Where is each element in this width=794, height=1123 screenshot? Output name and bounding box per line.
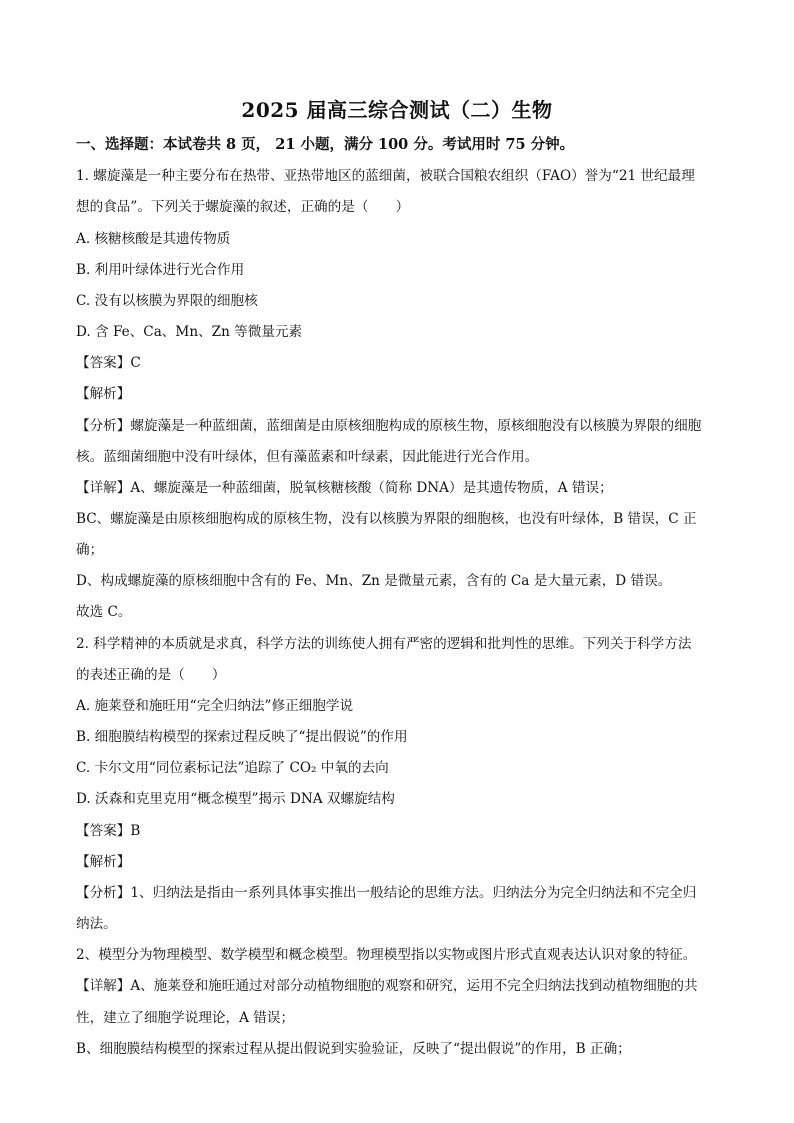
question-1-stem-line-2: 想的食品”。下列关于螺旋藻的叙述，正确的是（ ） <box>76 199 410 215</box>
question-1-detail-line-2: BC、螺旋藻是由原核细胞构成的原核生物，没有以核膜为界限的细胞核，也没有叶绿体，B 错误，C 正 <box>76 511 697 527</box>
question-2-stem-line-1: 2. 科学精神的本质就是求真，科学方法的训练使人拥有严密的逻辑和批判性的思维。下列关于科学方法 <box>76 636 692 652</box>
question-1-analysis-label: 【解析】 <box>76 386 131 402</box>
question-2-analysis-label: 【解析】 <box>76 854 131 870</box>
question-2-option-a: A. 施莱登和施旺用“完全归纳法”修正细胞学说 <box>76 698 354 714</box>
question-2-analysis-line-3: 2、模型分为物理模型、数学模型和概念模型。物理模型指以实物或图片形式直观表达认识对象的特征。 <box>76 947 697 963</box>
question-1-answer: 【答案】C <box>76 355 141 371</box>
question-2-detail-line-1: 【详解】A、施莱登和施旺通过对部分动植物细胞的观察和研究，运用不完全归纳法找到动植物细胞的共 <box>76 978 698 994</box>
question-2-analysis-line-1: 【分析】1、归纳法是指由一系列具体事实推出一般结论的思维方法。归纳法分为完全归纳法和不完全归 <box>76 885 697 901</box>
page-title: 2025 届高三综合测试（二）生物 <box>241 98 553 122</box>
question-1-detail-line-3: 确； <box>76 542 104 558</box>
question-1-detail-line-1: 【详解】A、螺旋藻是一种蓝细菌，脱氧核糖核酸（简称 DNA）是其遗传物质，A 错误； <box>76 480 613 496</box>
section-header: 一、选择题：本试卷共 8 页， 21 小题，满分 100 分。考试用时 75 分钟。 <box>76 136 575 153</box>
question-2-detail-line-2: 性，建立了细胞学说理论，A 错误； <box>76 1010 295 1026</box>
question-1-analysis-line-2: 核。蓝细菌细胞中没有叶绿体，但有藻蓝素和叶绿素，因此能进行光合作用。 <box>76 449 539 465</box>
question-2-stem-line-2: 的表述正确的是（ ） <box>76 667 226 683</box>
question-2-option-c: C. 卡尔文用“同位素标记法”追踪了 CO₂ 中氧的去向 <box>76 760 389 776</box>
question-2-analysis-line-2: 纳法。 <box>76 916 117 932</box>
question-1-detail-line-4: D、构成螺旋藻的原核细胞中含有的 Fe、Mn、Zn 是微量元素，含有的 Ca 是大量元素，D 错误。 <box>76 573 672 589</box>
question-2-detail-line-3: B、细胞膜结构模型的探索过程从提出假说到实验验证，反映了“提出假说”的作用，B 正确； <box>76 1041 631 1057</box>
question-1-option-a: A. 核糖核酸是其遗传物质 <box>76 231 231 247</box>
question-1-option-b: B. 利用叶绿体进行光合作用 <box>76 262 245 278</box>
question-1-option-d: D. 含 Fe、Ca、Mn、Zn 等微量元素 <box>76 324 303 340</box>
question-1-conclusion: 故选 C。 <box>76 604 132 620</box>
question-2-option-b: B. 细胞膜结构模型的探索过程反映了“提出假说”的作用 <box>76 729 408 745</box>
question-1-option-c: C. 没有以核膜为界限的细胞核 <box>76 293 258 309</box>
question-1-analysis-line-1: 【分析】螺旋藻是一种蓝细菌，蓝细菌是由原核细胞构成的原核生物，原核细胞没有以核膜为界限的细胞 <box>76 418 702 434</box>
question-2-answer: 【答案】B <box>76 823 141 839</box>
question-2-option-d: D. 沃森和克里克用“概念模型”揭示 DNA 双螺旋结构 <box>76 791 395 807</box>
question-1-stem-line-1: 1. 螺旋藻是一种主要分布在热带、亚热带地区的蓝细菌，被联合国粮农组织（FAO）誉为“21 世纪最理 <box>76 168 695 184</box>
